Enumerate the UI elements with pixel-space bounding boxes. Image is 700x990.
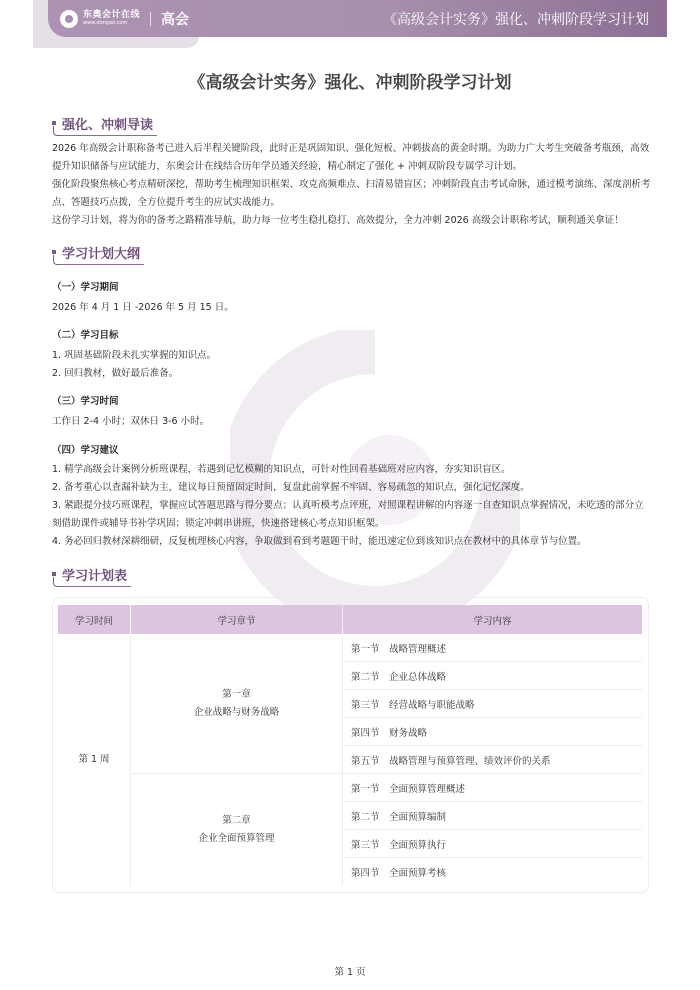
table-row: 第四节 全面预算考核 (351, 868, 447, 879)
intro-paragraph-3: 这份学习计划，将为你的备考之路精准导航，助力每一位考生稳扎稳打、高效提分，全力冲刺 2026 高级会计职称考试，顺利通关拿证！ (52, 215, 624, 226)
page-number: 第 1 页 (334, 967, 366, 978)
advice-label: （四）学习建议 (52, 445, 119, 456)
column-header-time: 学习时间 (58, 605, 130, 634)
advice-item-4: 4. 务必回归教材深耕细研，反复梳理核心内容，争取做到看到考题题干时，能迅速定位到该知识点在教材中的具体章节与位置。 (52, 536, 587, 547)
column-header-content: 学习内容 (343, 605, 642, 634)
logo-name: 东奥会计在线 (83, 10, 141, 20)
table-row: 第一节 战略管理概述 (343, 634, 642, 662)
time-text: 工作日 2-4 小时；双休日 3-6 小时。 (52, 416, 210, 427)
chapter-cell-2: 第二章 企业全面预算管理 (198, 815, 275, 844)
brand-logo (60, 10, 140, 28)
header-divider (150, 12, 151, 26)
week-cell: 第 1 周 (78, 754, 110, 765)
table-row: 第四节 财务战略 (343, 718, 642, 746)
intro-paragraph-1: 2026 年高级会计职称备考已进入后半程关键阶段，此时正是巩固知识、强化短板、冲刺拔高的黄金时期。为助力广大考生突破备考瓶颈，高效提升知识储备与应试能力，东奥会计在线结合历年学员通关经验，精心制定了强化 + 冲刺双阶段专属学习计划。 (52, 143, 650, 172)
advice-item-2: 2. 备考重心以查漏补缺为主，建议每日预留固定时间，复盘此前掌握不牢固、容易疏忽的知识点，强化记忆深度。 (52, 482, 530, 493)
table-row: 第五节 战略管理与预算管理、绩效评价的关系 (343, 746, 642, 774)
goal-item-1: 1. 巩固基础阶段未扎实掌握的知识点。 (52, 350, 217, 361)
advice-item-3: 3. 紧跟提分技巧班课程，掌握应试答题思路与得分要点；认真听模考点评班，对照课程讲解的内容逐一自查知识点掌握情况，未吃透的部分立刻借助课件或辅导书补学巩固；锁定冲刺串讲班，快速搭建核心考点知识框架。 (52, 500, 644, 529)
logo-url: www.dongao.com (83, 20, 128, 26)
table-row: 第三节 经营战略与职能战略 (343, 690, 642, 718)
page-header (48, 0, 667, 37)
table-row: 第三节 全面预算执行 (343, 830, 642, 858)
table-row: 第二节 企业总体战略 (343, 662, 642, 690)
period-text: 2026 年 4 月 1 日 -2026 年 5 月 15 日。 (52, 302, 234, 313)
goals-label: （二）学习目标 (52, 330, 119, 341)
advice-item-1: 1. 精学高级会计案例分析班课程，若遇到记忆模糊的知识点，可针对性回看基础班对应内容，夯实知识盲区。 (52, 464, 511, 475)
intro-paragraph-2: 强化阶段聚焦核心考点精研深挖，帮助考生梳理知识框架、攻克高频难点、扫清易错盲区；冲刺阶段直击考试命脉，通过模考演练、深度剖析考点、答题技巧点拨，全方位提升考生的应试实战能力。 (52, 179, 651, 208)
section-heading-schedule: 学习计划表 (52, 565, 131, 587)
table-row: 第二节 全面预算编制 (343, 802, 642, 830)
heading-marker-icon (52, 118, 60, 136)
goal-item-2: 2. 回归教材，做好最后准备。 (52, 368, 179, 379)
section-heading-outline: 学习计划大纲 (52, 243, 144, 265)
heading-marker-icon (52, 247, 60, 265)
page-title: 《高级会计实务》强化、冲刺阶段学习计划 (188, 73, 512, 93)
table-row: 第一节 全面预算管理概述 (343, 774, 642, 802)
period-label: （一）学习期间 (52, 282, 119, 293)
header-doc-title: 《高级会计实务》强化、冲刺阶段学习计划 (383, 11, 649, 28)
section-heading-intro: 强化、冲刺导读 (52, 114, 157, 136)
logo-icon (60, 10, 78, 28)
header-category: 高会 (161, 11, 190, 28)
heading-marker-icon (52, 569, 60, 587)
chapter-cell-1: 第一章 企业战略与财务战略 (193, 688, 280, 718)
time-label: （三）学习时间 (52, 396, 119, 407)
column-header-chapter: 学习章节 (131, 605, 342, 634)
